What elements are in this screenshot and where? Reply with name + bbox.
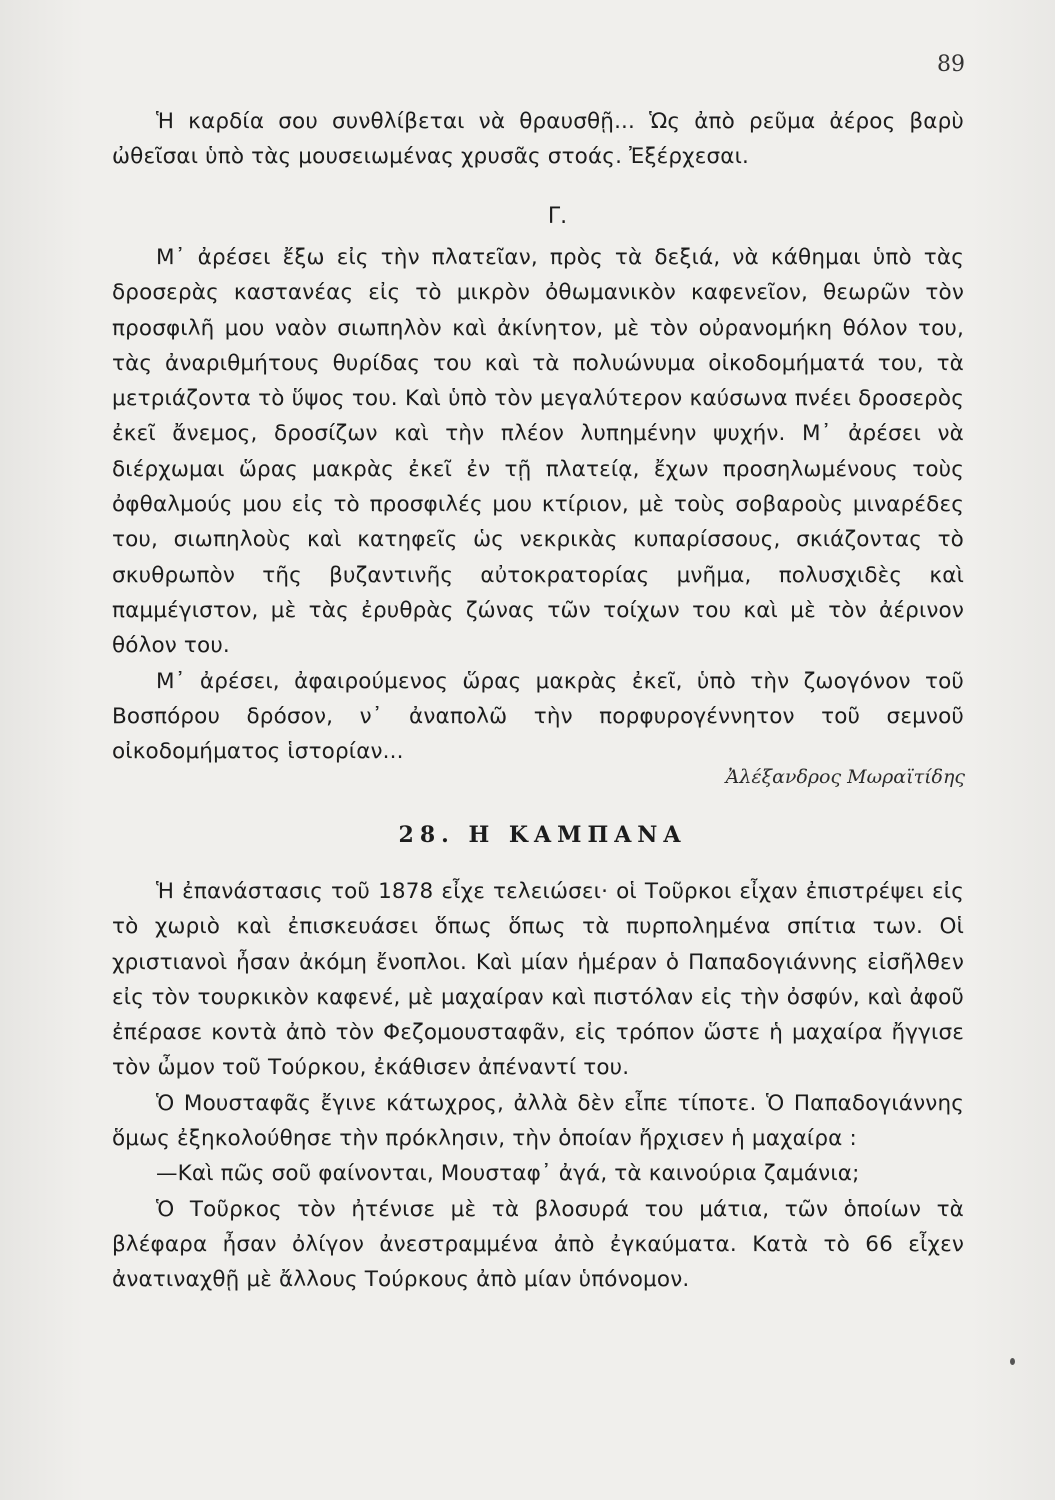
page-number: 89 xyxy=(937,52,965,77)
chapter-paragraph-2: Ὁ Μουσταφᾶς ἔγινε κάτωχρος, ἀλλὰ δὲν εἶπε τίποτε. Ὁ Παπαδογιάννης ὅμως ἐξηκολούθησε τὴν πρόκλησιν, τὴν ὁποίαν ἤρχισεν ἡ μαχαίρα : xyxy=(112,1090,964,1152)
chapter-paragraph-3: Ὁ Τοῦρκος τὸν ἠτένισε μὲ τὰ βλοσυρά του μάτια, τῶν ὁποίων τὰ βλέφαρα ἦσαν ὀλίγον ἀνεστραμμένα ἀπὸ ἐγκαύματα. Κατὰ τὸ 66 εἶχεν ἀνατιναχθῇ μὲ ἄλλους Τούρκους ἀπὸ μίαν ὑπόνομον. xyxy=(112,1196,964,1293)
chapter-heading: 28. Η ΚΑΜΠΑΝΑ xyxy=(398,822,687,848)
section-paragraph-1: Μ᾿ ἀρέσει ἔξω εἰς τὴν πλατεῖαν, πρὸς τὰ δεξιά, νὰ κάθημαι ὑπὸ τὰς δροσερὰς καστανέας εἰς τὸ μικρὸν ὀθωμανικὸν καφενεῖον, θεωρῶν τὸν προσφιλῆ μου ναὸν σιωπηλὸν καὶ ἀκίνητον, μὲ τὸν οὐρανομήκη θόλον του, τὰς ἀναριθμήτους θυρίδας του καὶ τὰ πολυώνυμα οἰκοδομήματά του, τὰ μετριάζοντα τὸ ὕψος του. Καὶ ὑπὸ τὸν μεγαλύτερον καύσωνα πνέει δροσερὸς ἐκεῖ ἄνεμος, δροσίζων καὶ τὴν πλέον λυπημένην ψυχήν. Μ᾿ ἀρέσει νὰ διέρχωμαι ὥρας μακρὰς ἐκεῖ ἐν τῇ πλατείᾳ, ἔχων προσηλωμένους τοὺς ὀφθαλμούς μου εἰς τὸ προσφιλές μου κτίριον, μὲ τοὺς σοβαροὺς μιναρέδες του, σιωπηλοὺς καὶ κατηφεῖς ὡς νεκρικὰς κυπαρίσσους, σκιάζοντας τὸ σκυθρωπὸν τῆς βυζαντινῆς αὐτοκρατορίας μνῆμα, πολυσχιδὲς καὶ παμμέγιστον, μὲ τὰς ἐρυθρὰς ζώνας τῶν τοίχων του καὶ μὲ τὸν ἀέρινον θόλον του. xyxy=(112,245,964,659)
section-paragraph-2: Μ᾿ ἀρέσει, ἀφαιρούμενος ὥρας μακρὰς ἐκεῖ, ὑπὸ τὴν ζωογόνον τοῦ Βοσπόρου δρόσον, ν᾿ ἀναπολῶ τὴν πορφυρογέννητον τοῦ σεμνοῦ οἰκοδομήματος ἱστορίαν... xyxy=(112,668,964,765)
section-text xyxy=(112,240,964,769)
chapter-dialogue: —Καὶ πῶς σοῦ φαίνονται, Μουσταφ᾿ ἀγά, τὰ καινούρια ζαμάνια; xyxy=(156,1161,860,1187)
author-signature: Ἀλέξανδρος Μωραϊτίδης xyxy=(725,766,965,788)
section-mark: Γ. xyxy=(547,204,568,229)
chapter-paragraph-1: Ἡ ἐπανάστασις τοῦ 1878 εἶχε τελειώσει· οἱ Τοῦρκοι εἶχαν ἐπιστρέψει εἰς τὸ χωριὸ καὶ ἐπισκευάσει ὅπως ὅπως τὰ πυρπολημένα σπίτια των. Οἱ χριστιανοὶ ἦσαν ἀκόμη ἔνοπλοι. Καὶ μίαν ἡμέραν ὁ Παπαδογιάννης εἰσῆλθεν εἰς τὸν τουρκικὸν καφενέ, μὲ μαχαίραν καὶ πιστόλαν εἰς τὴν ὀσφύν, καὶ ἀφοῦ ἐπέρασε κοντὰ ἀπὸ τὸν Φεζομουσταφᾶν, εἰς τρόπον ὥστε ἡ μαχαίρα ἤγγισε τὸν ὦμον τοῦ Τούρκου, ἐκάθισεν ἀπέναντί του. xyxy=(112,879,964,1081)
paper-speck xyxy=(1010,1358,1015,1365)
chapter-text xyxy=(112,874,964,1298)
intro-text xyxy=(112,104,964,175)
intro-paragraph: Ἡ καρδία σου συνθλίβεται νὰ θραυσθῇ... Ὡς ἀπὸ ρεῦμα ἀέρος βαρὺ ὠθεῖσαι ὑπὸ τὰς μουσειωμένας χρυσᾶς στοάς. Ἐξέρχεσαι. xyxy=(112,109,964,170)
